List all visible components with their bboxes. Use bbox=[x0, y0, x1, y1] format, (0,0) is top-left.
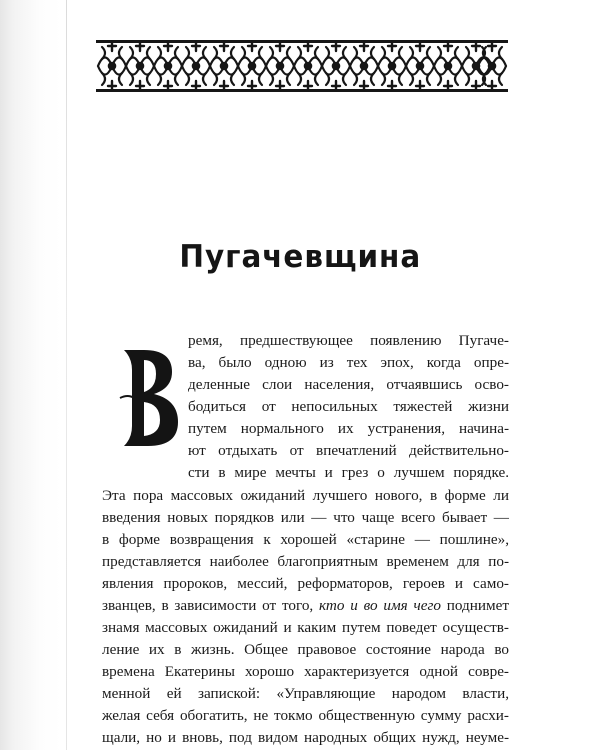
text-line: ление их в жизнь. Общее правовое состояние народа во bbox=[102, 641, 509, 658]
text-line: сти в мире мечты и грез о лучшем порядке. bbox=[188, 464, 509, 481]
dropcap-letter bbox=[118, 348, 182, 448]
text-line: ремя, предшествующее появлению Пугаче- bbox=[188, 332, 509, 349]
text-line: представляется наиболее благоприятным временем для по- bbox=[102, 553, 509, 570]
text-line: ва, было одною из тех эпох, когда опре- bbox=[188, 354, 509, 371]
text-line: бодиться от непосильных тяжестей жизни bbox=[188, 398, 509, 415]
text-line: деленные слои населения, отчаявшись осво- bbox=[188, 376, 509, 393]
text-line: Эта пора массовых ожиданий лучшего нового, в форме ли bbox=[102, 487, 509, 504]
text-line: явления пророков, мессий, реформаторов, героев и само- bbox=[102, 575, 509, 592]
text-line: в форме возвращения к хорошей «старине — пошлине», bbox=[102, 531, 509, 548]
chapter-title bbox=[0, 238, 600, 275]
text-span: поднимет bbox=[446, 597, 510, 614]
text-line: введения новых порядков или — что чаще всего бывает — bbox=[102, 509, 509, 526]
text-line: путем нормального их устранения, начина- bbox=[188, 420, 509, 437]
text-line: времена Екатерины хорошо характеризуется одной совре- bbox=[102, 663, 509, 680]
italic-text-span: кто и во имя чего bbox=[319, 597, 441, 614]
scan-page-edge bbox=[0, 0, 62, 750]
scan-fold-line bbox=[66, 0, 67, 750]
text-line: желая себя обогатить, не токмо общественную сумму расхи- bbox=[102, 707, 509, 724]
text-line: менной ей запиской: «Управляющие народом власти, bbox=[102, 685, 509, 702]
chapter-title-text: Пугачевщина bbox=[179, 239, 421, 275]
text-line: ют отдыхать от впечатлений действительно- bbox=[188, 442, 509, 459]
text-line-mixed bbox=[102, 596, 509, 616]
text-span: званцев, в зависимости от того, bbox=[102, 597, 314, 614]
text-line: щали, но и вновь, под видом народных общих нужд, неуме- bbox=[102, 729, 509, 746]
ornamental-header-band bbox=[96, 39, 508, 93]
text-line: знамя массовых ожиданий и каким путем поведет осуществ- bbox=[102, 619, 509, 636]
